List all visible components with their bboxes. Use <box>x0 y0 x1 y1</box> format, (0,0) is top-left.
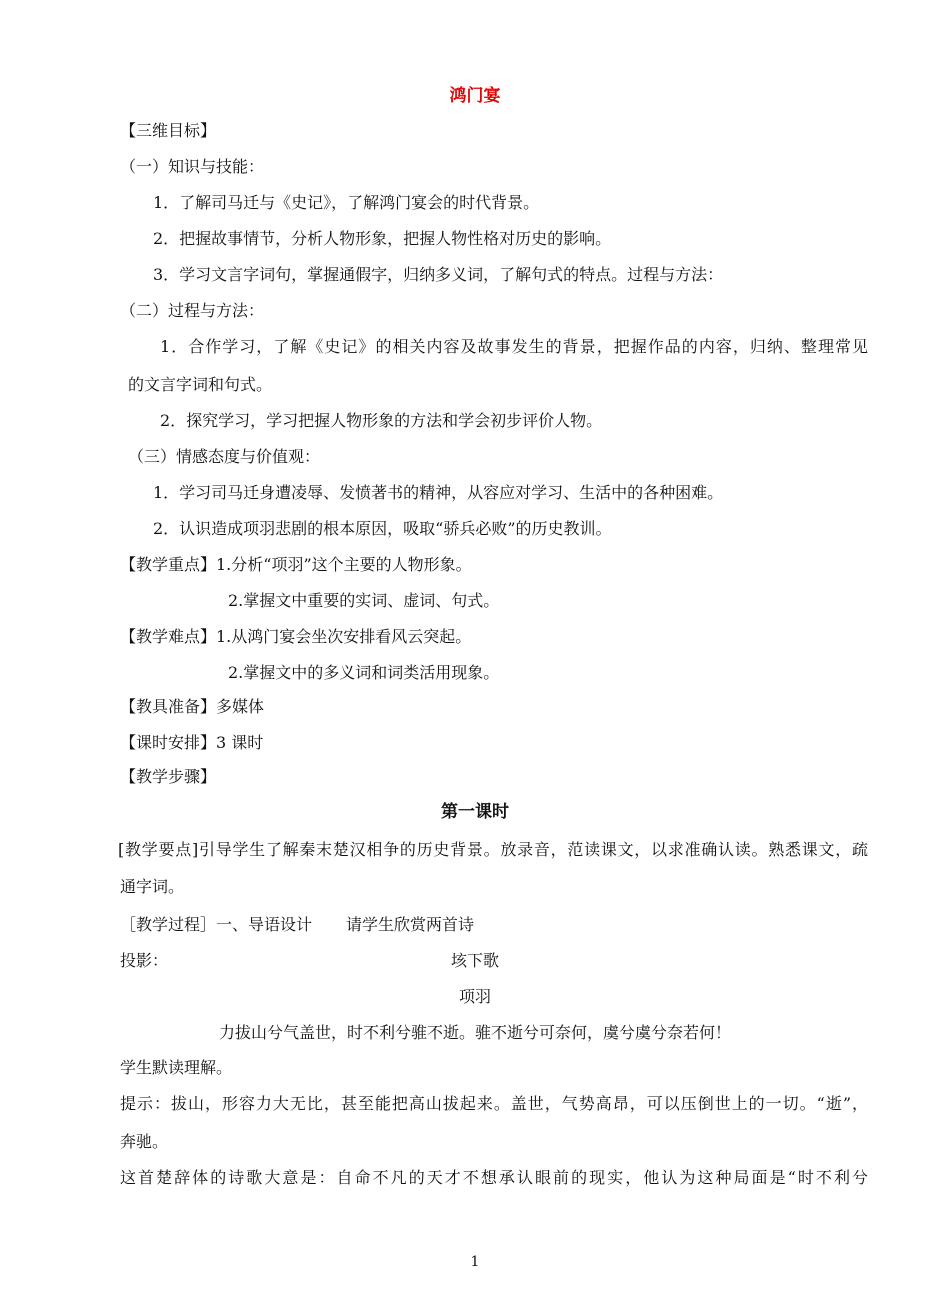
process-item-cont: 的文言字词和句式。 <box>128 375 273 394</box>
page-number: 1 <box>470 1254 480 1270</box>
knowledge-item: 2．把握故事情节，分析人物形象，把握人物性格对历史的影响。 <box>153 229 612 248</box>
tools: 【教具准备】多媒体 <box>120 697 265 716</box>
page-title: 鸿门宴 <box>449 86 501 106</box>
poem-author: 项羽 <box>458 987 491 1006</box>
poem-text: 力拔山兮气盖世，时不利兮骓不逝。骓不逝兮可奈何，虞兮虞兮奈若何！ <box>218 1023 731 1042</box>
knowledge-item: 1．了解司马迁与《史记》，了解鸿门宴会的时代背景。 <box>153 193 540 212</box>
poem-title: 垓下歌 <box>450 951 499 970</box>
difficulties-cont: 2.掌握文中的多义词和词类活用现象。 <box>228 663 500 682</box>
lesson-points-cont: 通字词。 <box>120 877 185 896</box>
process-task: 请学生欣赏两首诗 <box>346 915 475 934</box>
lesson-points: [教学要点]引导学生了解秦末楚汉相争的历史背景。放录音，范读课文，以求准确认读。熟悉课文，疏 <box>118 840 868 859</box>
emotion-item: 1．学习司马迁身遭凌辱、发愤著书的精神，从容应对学习、生活中的各种困难。 <box>153 483 724 502</box>
silent-read: 学生默读理解。 <box>120 1058 233 1077</box>
emotion-item: 2．认识造成项羽悲剧的根本原因，吸取“骄兵必败”的历史教训。 <box>153 519 612 538</box>
goals-header: 【三维目标】 <box>120 121 217 140</box>
process-heading: （二）过程与方法： <box>120 301 265 320</box>
hint-cont: 奔驰。 <box>120 1132 169 1151</box>
steps-header: 【教学步骤】 <box>120 767 217 786</box>
schedule: 【课时安排】3 课时 <box>120 733 264 752</box>
process-item: 2．探究学习，学习把握人物形象的方法和学会初步评价人物。 <box>160 411 603 430</box>
lesson-heading: 第一课时 <box>441 802 509 822</box>
projection-label: 投影： <box>120 951 169 970</box>
hint: 提示：拔山，形容力大无比，甚至能把高山拔起来。盖世，气势高昂，可以压倒世上的一切。“逝”， <box>120 1094 868 1113</box>
key-points-cont: 2.掌握文中重要的实词、虚词、句式。 <box>228 591 500 610</box>
emotion-heading: （三）情感态度与价值观： <box>128 447 321 466</box>
meaning: 这首楚辞体的诗歌大意是：自命不凡的天才不想承认眼前的现实，他认为这种局面是“时不利兮 <box>120 1168 868 1187</box>
difficulties: 【教学难点】1.从鸿门宴会坐次安排看风云突起。 <box>120 627 472 646</box>
process-label: ［教学过程］一、导语设计 <box>120 915 313 934</box>
knowledge-item: 3．学习文言字词句，掌握通假字，归纳多义词，了解句式的特点。过程与方法： <box>153 265 724 284</box>
process-item: 1．合作学习，了解《史记》的相关内容及故事发生的背景，把握作品的内容，归纳、整理常见 <box>160 337 868 356</box>
knowledge-heading: （一）知识与技能： <box>120 157 265 176</box>
key-points: 【教学重点】1.分析“项羽”这个主要的人物形象。 <box>120 555 472 574</box>
